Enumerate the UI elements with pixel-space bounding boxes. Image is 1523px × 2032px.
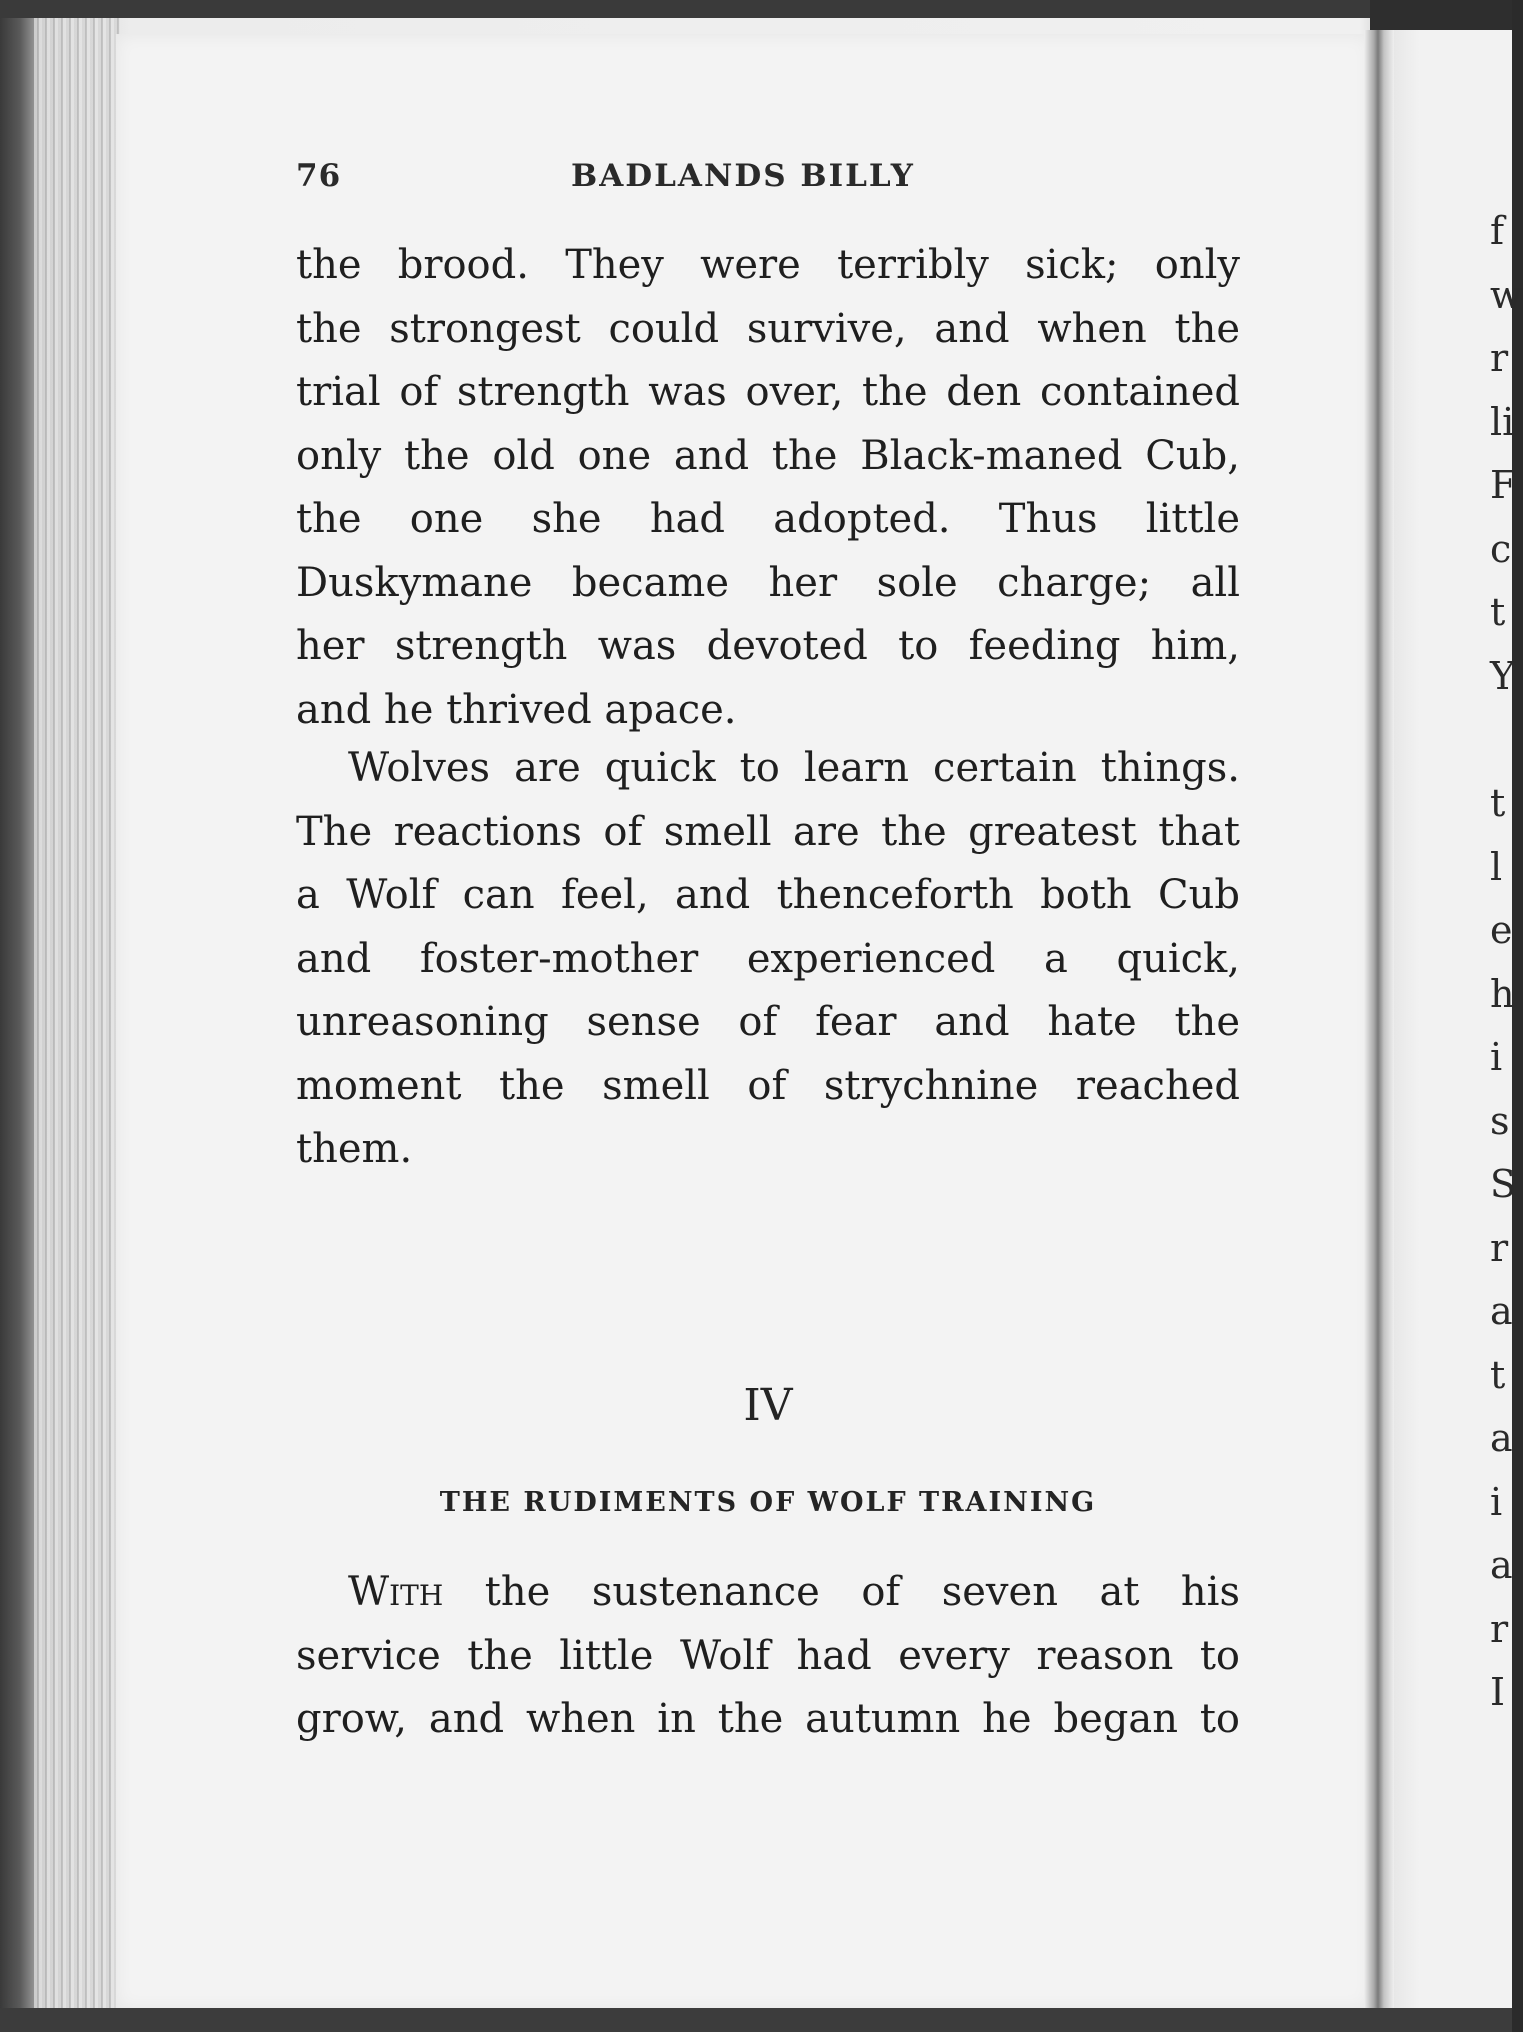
scan-top-border — [0, 0, 1512, 18]
fragment-line: a — [1490, 1289, 1513, 1333]
fragment-line: r — [1490, 1225, 1509, 1270]
chapter-title: THE RUDIMENTS OF WOLF TRAINING — [439, 1487, 1097, 1518]
running-title: BADLANDS BILLY — [571, 158, 915, 194]
page-header — [296, 158, 1240, 204]
paragraph-1 — [296, 234, 1240, 742]
text-line: the strongest could survive, and when the — [296, 305, 1240, 352]
text-line: Wolves are quick to learn certain things. — [348, 745, 1240, 791]
fragment-line: t — [1490, 590, 1506, 634]
book-gutter — [1364, 30, 1394, 2010]
fragment-line: h — [1490, 971, 1515, 1016]
text-line: grow, and when in the autumn he began to — [296, 1696, 1240, 1742]
fragment-line: li — [1490, 399, 1515, 444]
chapter-number: IV — [743, 1380, 793, 1431]
fragment-line: s — [1490, 1098, 1510, 1143]
fragment-line: i — [1490, 1479, 1503, 1524]
text-line-rest: the sustenance of seven at his — [443, 1569, 1240, 1615]
fragment-line: e — [1490, 908, 1513, 952]
text-line: service the little Wolf had every reason to — [296, 1632, 1240, 1679]
text-line: only the old one and the Black-maned Cub, — [296, 432, 1240, 479]
paragraph-3 — [296, 1561, 1240, 1752]
paragraph-2 — [296, 737, 1240, 1182]
text-line: Duskymane became her sole charge; all — [296, 559, 1240, 606]
fragment-line: f — [1490, 209, 1505, 253]
fragment-line: r — [1490, 336, 1509, 380]
fragment-line: t — [1490, 781, 1506, 825]
text-line: trial of strength was over, the den contained — [296, 369, 1240, 415]
text-line: unreasoning sense of fear and hate the — [296, 999, 1240, 1045]
fragment-line: a — [1490, 1543, 1513, 1587]
fragment-line: F — [1490, 463, 1517, 507]
facing-page-fragments — [1490, 200, 1523, 1920]
text-line: her strength was devoted to feeding him, — [296, 623, 1240, 669]
page-number: 76 — [296, 158, 342, 194]
fragment-line: w — [1490, 272, 1523, 317]
fragment-line: l — [1490, 844, 1503, 889]
text-line — [296, 1561, 1240, 1625]
fragment-line: I — [1490, 1670, 1506, 1714]
opening-word: With — [348, 1569, 444, 1615]
text-line: and foster-mother experienced a quick, — [296, 935, 1240, 982]
text-line: moment the smell of strychnine reached — [296, 1062, 1240, 1109]
fragment-line: t — [1490, 1352, 1506, 1397]
fragment-line: i — [1490, 1035, 1503, 1079]
text-line: the one she had adopted. Thus little — [296, 496, 1240, 542]
fragment-line: c — [1490, 526, 1512, 571]
text-line: The reactions of smell are the greatest that — [296, 808, 1240, 855]
text-line: them. — [296, 1126, 413, 1172]
fragment-line: S — [1490, 1162, 1517, 1206]
fragment-line: a — [1490, 1416, 1513, 1460]
fragment-line: Y — [1490, 653, 1516, 698]
fragment-gap — [1490, 708, 1512, 772]
scan-top-right-border — [1370, 0, 1512, 30]
scan-bottom-border — [0, 2008, 1512, 2032]
text-line: and he thrived apace. — [296, 686, 737, 733]
text-line: the brood. They were terribly sick; only — [296, 242, 1240, 288]
text-line: a Wolf can feel, and thenceforth both Cub — [296, 872, 1240, 918]
page-edges-stack — [34, 18, 120, 2008]
fragment-line: r — [1490, 1606, 1509, 1651]
